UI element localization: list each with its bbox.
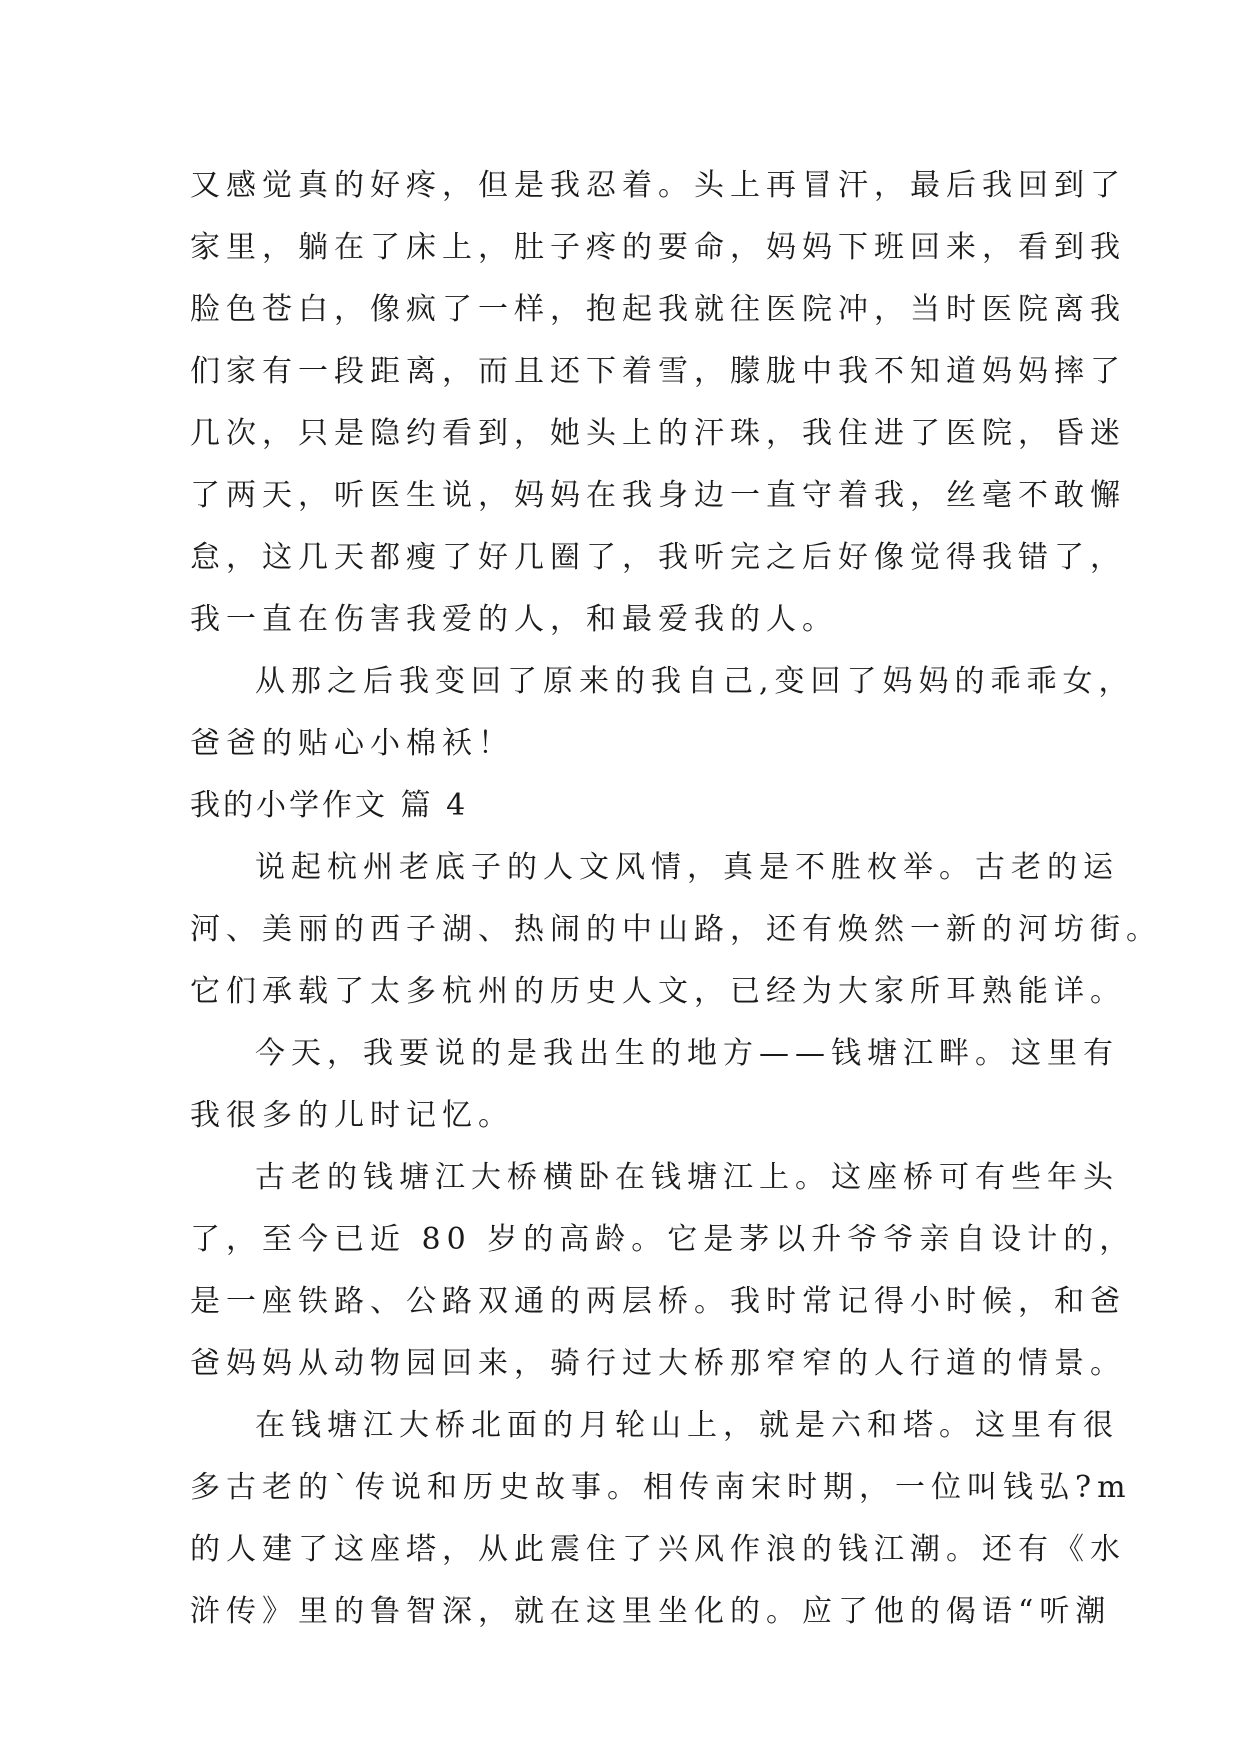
paragraph-1-line: 几次，只是隐约看到，她头上的汗珠，我住进了医院，昏迷: [190, 416, 1126, 451]
paragraph-3-line: 说起杭州老底子的人文风情，真是不胜枚举。古老的运: [255, 850, 1119, 885]
paragraph-1-line: 家里，躺在了床上，肚子疼的要命，妈妈下班回来，看到我: [190, 230, 1126, 265]
paragraph-1-line: 们家有一段距离，而且还下着雪，朦胧中我不知道妈妈摔了: [190, 354, 1126, 389]
paragraph-1-line: 脸色苍白，像疯了一样，抱起我就往医院冲，当时医院离我: [190, 292, 1126, 327]
paragraph-3-line: 河、美丽的西子湖、热闹的中山路，还有焕然一新的河坊街。: [190, 912, 1162, 947]
paragraph-2-line: 爸爸的贴心小棉袄！: [190, 726, 514, 761]
section-heading: 我的小学作文 篇 4: [190, 788, 469, 823]
paragraph-1-line: 怠，这几天都瘦了好几圈了，我听完之后好像觉得我错了，: [190, 540, 1126, 575]
paragraph-2-line: 从那之后我变回了原来的我自己,变回了妈妈的乖乖女，: [255, 664, 1135, 699]
paragraph-6-line: 多古老的`传说和历史故事。相传南宋时期，一位叫钱弘?m: [190, 1470, 1132, 1505]
paragraph-5-line: 了，至今已近 80 岁的高龄。它是茅以升爷爷亲自设计的，: [190, 1222, 1136, 1257]
paragraph-6-line: 浒传》里的鲁智深，就在这里坐化的。应了他的偈语“听潮: [190, 1594, 1112, 1629]
paragraph-4-line: 今天，我要说的是我出生的地方——钱塘江畔。这里有: [255, 1036, 1119, 1071]
paragraph-5-line: 爸妈妈从动物园回来，骑行过大桥那窄窄的人行道的情景。: [190, 1346, 1126, 1381]
paragraph-4-line: 我很多的儿时记忆。: [190, 1098, 514, 1133]
paragraph-5-line: 是一座铁路、公路双通的两层桥。我时常记得小时候，和爸: [190, 1284, 1126, 1319]
paragraph-6-line: 在钱塘江大桥北面的月轮山上，就是六和塔。这里有很: [255, 1408, 1119, 1443]
paragraph-3-line: 它们承载了太多杭州的历史人文，已经为大家所耳熟能详。: [190, 974, 1126, 1009]
paragraph-1-line: 又感觉真的好疼，但是我忍着。头上再冒汗，最后我回到了: [190, 168, 1126, 203]
paragraph-1-line: 我一直在伤害我爱的人，和最爱我的人。: [190, 602, 838, 637]
paragraph-5-line: 古老的钱塘江大桥横卧在钱塘江上。这座桥可有些年头: [255, 1160, 1119, 1195]
paragraph-1-line: 了两天，听医生说，妈妈在我身边一直守着我，丝毫不敢懈: [190, 478, 1126, 513]
essay-text: [190, 155, 1162, 1643]
paragraph-6-line: 的人建了这座塔，从此震住了兴风作浪的钱江潮。还有《水: [190, 1532, 1126, 1567]
